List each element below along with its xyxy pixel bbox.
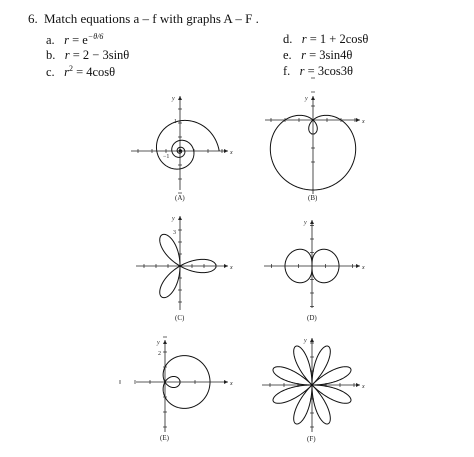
x-axis-label: x [362,119,365,125]
equation-rhs: = 1 + 2cosθ [309,32,369,46]
equation-letter: a. [46,33,55,48]
x-axis-label: x [362,384,365,390]
spiral-curve [156,120,219,169]
y-axis-label: y [305,96,308,102]
x-axis-label: x [230,265,233,271]
equation-rhs: = 3sin4θ [309,48,353,62]
tick-label: −1 [163,154,170,160]
equation-sup: 2 [68,64,73,73]
graph-c [136,216,233,322]
equation-letter: b. [46,48,56,62]
equation-letter: f. [283,64,291,78]
equation-letter: d. [283,32,293,46]
x-axis-label: x [362,265,365,271]
equation-letter: c. [46,65,55,80]
graph-caption: (A) [175,194,185,202]
graph-caption: (D) [307,314,317,322]
tick-label: 1 [174,119,177,125]
graph-caption: (F) [307,435,316,443]
y-axis-arrow [310,338,314,342]
tick-label: 2 [158,351,161,357]
tick-marks [120,78,355,427]
graph-e [136,340,233,442]
equation-sup: −θ/6 [87,32,104,41]
equation-letter: e. [283,48,292,62]
equation-lhs: r [64,48,70,62]
x-axis-arrow [224,264,228,268]
y-axis-label: y [157,340,160,346]
y-axis-arrow [311,96,315,100]
equation-lhs: r [64,65,69,80]
equation-rhs: = e [72,33,88,48]
equation-lhs: r [299,64,305,78]
y-axis-arrow [178,216,182,220]
x-axis-label: x [230,381,233,387]
x-axis-label: x [230,150,233,156]
equation-lhs: r [64,33,69,48]
x-axis-arrow [224,149,228,153]
problem-number: 6. [28,11,38,26]
problem-text: Match equations a – f with graphs A – F . [44,11,259,26]
x-axis-arrow [224,380,228,384]
x-axis-arrow [356,118,360,122]
equation-rhs: = 3cos3θ [307,64,353,78]
y-axis-label: y [172,216,175,222]
tick-label: 3 [173,230,176,236]
y-axis-arrow [163,340,167,344]
graph-b [265,96,365,202]
graph-caption: (C) [175,314,185,322]
y-axis-arrow [310,220,314,224]
graph-caption: (E) [160,434,169,442]
equation-lhs: r [301,48,306,62]
graph-a [131,96,233,202]
graph-caption: (B) [308,194,318,202]
y-axis-label: y [172,96,175,102]
y-axis-arrow [178,96,182,100]
equation-rhs: = 2 − 3sinθ [72,48,130,62]
equation-rhs: = 4cosθ [72,65,116,80]
y-axis-label: y [304,220,307,226]
x-axis-arrow [356,264,360,268]
graph-d [264,220,365,322]
equation-lhs: r [301,32,307,46]
y-axis-label: y [304,338,307,344]
x-axis-arrow [356,383,360,387]
